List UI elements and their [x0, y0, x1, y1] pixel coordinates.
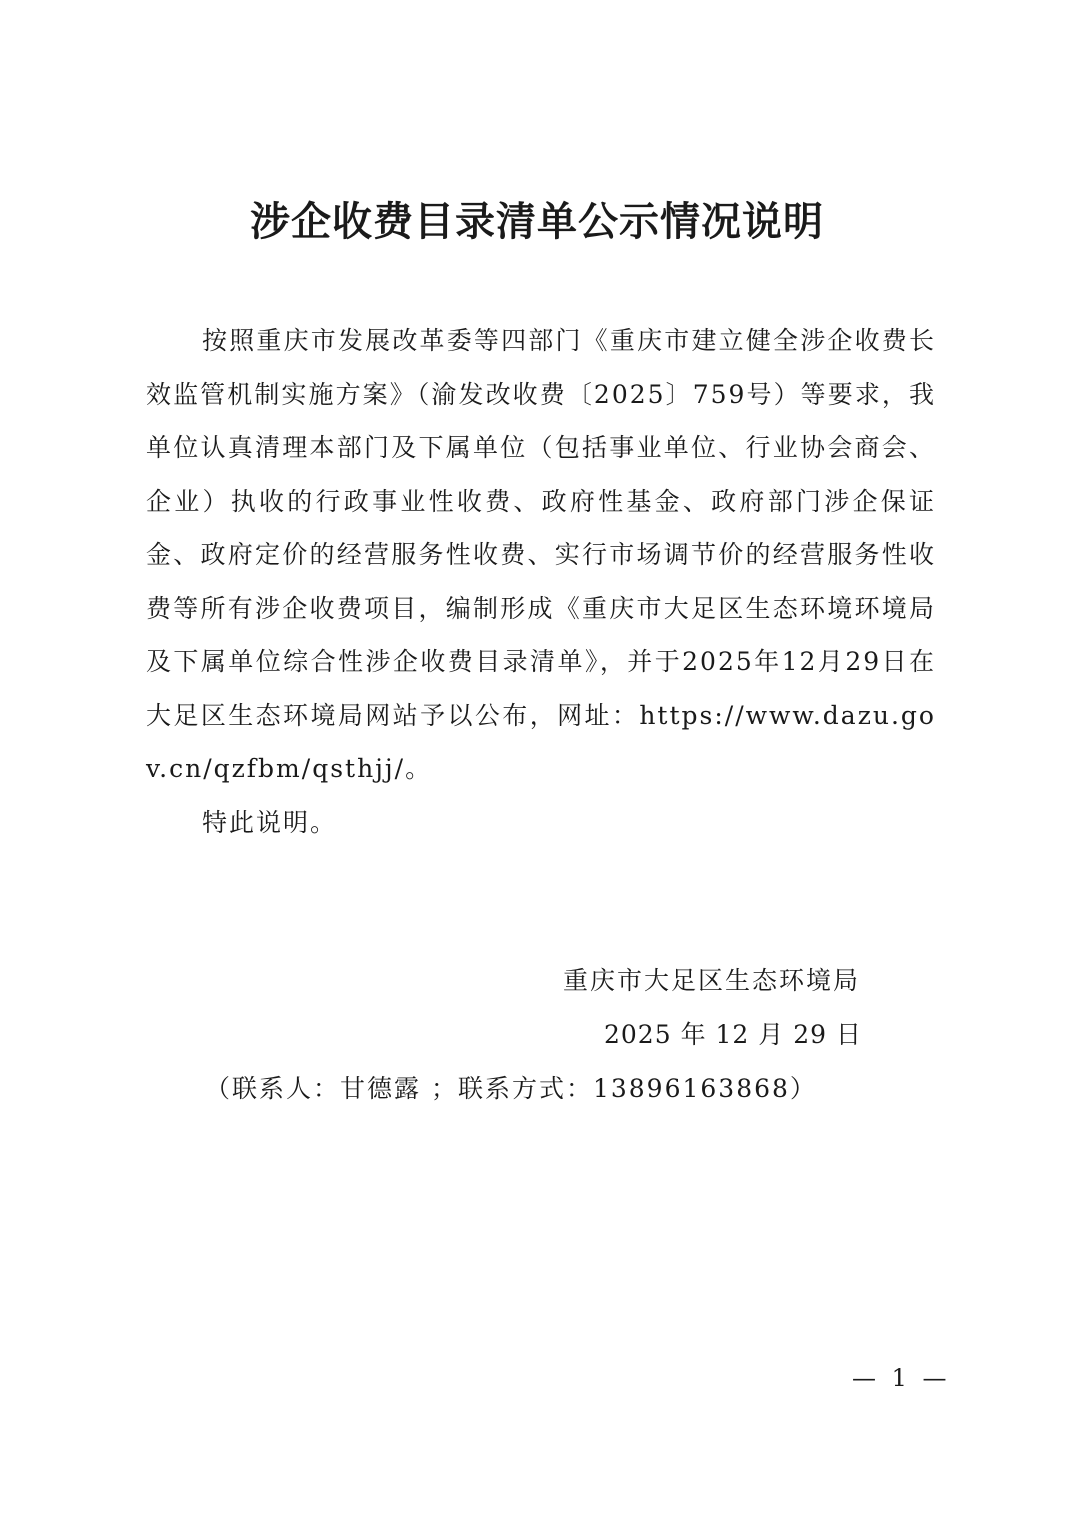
document-title: 涉企收费目录清单公示情况说明: [250, 198, 824, 245]
document-body: [146, 314, 936, 849]
signature-organization: 重庆市大足区生态环境局: [563, 966, 861, 995]
body-paragraph-main: 按照重庆市发展改革委等四部门《重庆市建立健全涉企收费长效监管机制实施方案》（渝发改收费〔2025〕759号）等要求，我单位认真清理本部门及下属单位（包括事业单位、行业协会商会、企业）执收的行政事业性收费、政府性基金、政府部门涉企保证金、政府定价的经营服务性收费、实行市场调节价的经营服务性收费等所有涉企收费项目，编制形成《重庆市大足区生态环境环境局及下属单位综合性涉企收费目录清单》，并于2025年12月29日在大足区生态环境局网站予以公布，网址：https://www.dazu.gov.cn/qzfbm/qsthjj/。: [146, 326, 936, 783]
body-paragraph-closing: 特此说明。: [202, 807, 338, 837]
contact-info: （联系人：甘德露 ；联系方式：13896163868）: [205, 1074, 817, 1103]
page-number: — 1 —: [852, 1364, 951, 1392]
signature-date: 2025 年 12 月 29 日: [604, 1020, 862, 1049]
